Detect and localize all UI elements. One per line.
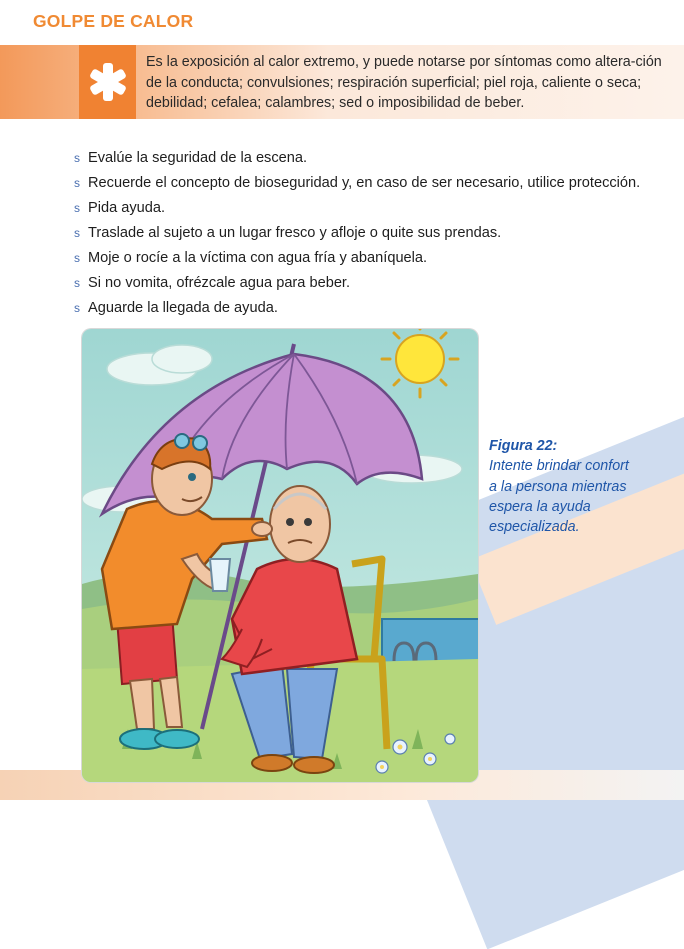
list-item — [74, 270, 640, 295]
asterisk-icon — [87, 61, 129, 103]
step-text: Traslade al sujeto a un lugar fresco y afloje o quite sus prendas. — [88, 224, 502, 241]
list-item — [74, 220, 640, 245]
bullet-marker: s — [74, 150, 80, 165]
list-item — [74, 170, 640, 195]
step-text: Pida ayuda. — [88, 199, 166, 216]
list-item — [74, 295, 640, 320]
section-title: GOLPE DE CALOR — [33, 11, 194, 31]
bullet-marker: s — [74, 175, 80, 190]
list-item — [74, 145, 640, 170]
step-text: Moje o rocíe a la víctima con agua fría y abaníquela. — [88, 249, 428, 266]
bullet-marker: s — [74, 250, 80, 265]
banner-icon-box — [79, 45, 136, 119]
bullet-marker: s — [74, 200, 80, 215]
step-text: Recuerde el concepto de bioseguridad y, en caso de ser necesario, utilice protección. — [88, 174, 641, 191]
steps-list — [74, 145, 640, 320]
figure-caption-text: Intente brindar confort a la persona mientras espera la ayuda especializada. — [489, 458, 629, 536]
figure-illustration — [82, 329, 478, 782]
list-item — [74, 195, 640, 220]
figure-caption — [489, 436, 629, 537]
bullet-marker: s — [74, 300, 80, 315]
figure-label: Figura 22: — [489, 438, 558, 454]
heatstroke-scene-illustration — [82, 329, 478, 782]
list-item — [74, 245, 640, 270]
water-glass — [210, 559, 230, 591]
step-text: Aguarde la llegada de ayuda. — [88, 299, 278, 316]
bullet-marker: s — [74, 275, 80, 290]
step-text: Si no vomita, ofrézcale agua para beber. — [88, 274, 351, 291]
bullet-marker: s — [74, 225, 80, 240]
banner-definition-text: Es la exposición al calor extremo, y puede notarse por síntomas como altera-ción de la conducta; convulsiones; respiración superficial; piel roja, caliente o seca; debilidad; cefalea; calambres; sed o imposibilidad de beber. — [146, 54, 662, 111]
step-text: Evalúe la seguridad de la escena. — [88, 149, 308, 166]
